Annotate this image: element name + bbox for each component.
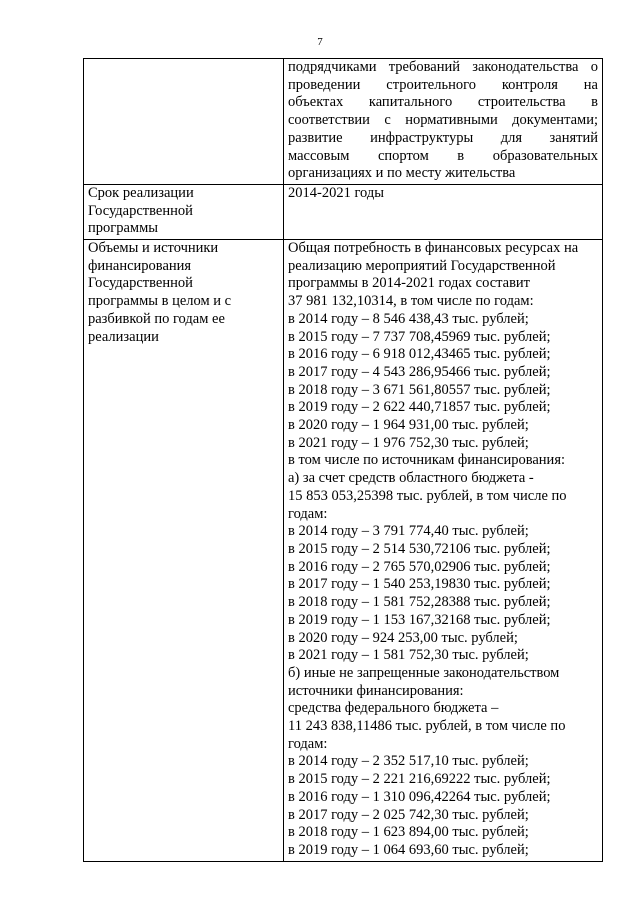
row-value-cell (284, 184, 603, 239)
row-value-line: в 2017 году – 1 540 253,19830 тыс. рублей; (288, 576, 551, 593)
row-label-cell (84, 184, 284, 239)
row-value-line: массовым спортом в образовательных (288, 147, 598, 164)
row-value-line: в 2015 году – 2 221 216,69222 тыс. рублей; (288, 771, 551, 788)
row-label-cell (84, 240, 284, 862)
row-value-cell (284, 240, 603, 862)
row-value-line: в 2020 году – 1 964 931,00 тыс. рублей; (288, 417, 529, 434)
row-value-line: в 2019 году – 2 622 440,71857 тыс. рублей; (288, 399, 551, 416)
row-value-line: подрядчиками требований законодательства о (288, 59, 598, 75)
row-label-line: разбивкой по годам ее (88, 310, 225, 327)
row-value-line: 15 853 053,25398 тыс. рублей, в том числе по (288, 487, 567, 504)
row-value-line: в 2015 году – 2 514 530,72106 тыс. рублей; (288, 540, 551, 557)
row-value-line: в 2017 году – 4 543 286,95466 тыс. рублей; (288, 363, 551, 380)
row-value-line: в 2020 году – 924 253,00 тыс. рублей; (288, 629, 518, 646)
table-row (84, 240, 603, 862)
row-value-line: в 2019 году – 1 064 693,60 тыс. рублей; (288, 841, 529, 858)
row-label-line: Государственной (88, 275, 193, 292)
row-label-line: реализации (88, 328, 159, 345)
row-label-line: Срок реализации (88, 184, 194, 201)
row-value-line: б) иные не запрещенные законодательством (288, 664, 560, 681)
row-value-line: организациях и по месту жительства (288, 165, 516, 182)
row-value-line: в 2014 году – 2 352 517,10 тыс. рублей; (288, 753, 529, 770)
row-value-line: программы в 2014-2021 годах составит (288, 275, 531, 292)
row-label-line: Объемы и источники (88, 240, 219, 257)
row-value-line: Общая потребность в финансовых ресурсах на (288, 240, 579, 257)
row-value-line: а) за счет средств областного бюджета - (288, 470, 534, 487)
row-value-line: развитие инфраструктуры для занятий (288, 129, 598, 146)
row-value-line: проведении строительного контроля на (288, 76, 598, 93)
row-value-line: реализацию мероприятий Государственной (288, 257, 556, 274)
row-value-line: в 2016 году – 1 310 096,42264 тыс. рублей; (288, 788, 551, 805)
row-value-line: в 2021 году – 1 581 752,30 тыс. рублей; (288, 647, 529, 664)
row-value-line: источники финансирования: (288, 682, 464, 699)
row-value-line: в 2018 году – 1 581 752,28388 тыс. рублей; (288, 594, 551, 611)
row-value-line: 11 243 838,11486 тыс. рублей, в том числе по (288, 718, 566, 735)
row-value-line: соответствии с нормативными документами; (288, 112, 598, 129)
row-value-line: годам: (288, 735, 328, 752)
row-value-line: в 2019 году – 1 153 167,32168 тыс. рублей; (288, 611, 551, 628)
row-value-cell (284, 59, 603, 185)
row-label-cell (84, 59, 284, 185)
row-label-line: Государственной (88, 202, 193, 219)
row-label-line: программы (88, 220, 158, 237)
row-value-line: средства федерального бюджета – (288, 700, 499, 717)
table-row (84, 59, 603, 185)
passport-table (83, 58, 603, 862)
row-value-line: в 2014 году – 8 546 438,43 тыс. рублей; (288, 310, 529, 327)
row-value-line: в 2018 году – 3 671 561,80557 тыс. рублей; (288, 381, 551, 398)
row-value-line: в том числе по источникам финансирования: (288, 452, 566, 469)
row-value-line: в 2016 году – 2 765 570,02906 тыс. рублей; (288, 558, 551, 575)
page-number: 7 (317, 36, 323, 48)
row-value-line: годам: (288, 505, 328, 522)
row-label-line: финансирования (88, 257, 192, 274)
row-value-line: 37 981 132,10314, в том числе по годам: (288, 293, 534, 310)
row-value-line: в 2016 году – 6 918 012,43465 тыс. рублей; (288, 346, 551, 363)
row-value-line: в 2017 году – 2 025 742,30 тыс. рублей; (288, 806, 529, 823)
row-value-line: 2014-2021 годы (288, 184, 384, 201)
row-value-line: в 2014 году – 3 791 774,40 тыс. рублей; (288, 523, 529, 540)
row-label-line: программы в целом и с (88, 293, 232, 310)
table-row (84, 184, 603, 239)
row-value-line: объектах капитального строительства в (288, 94, 598, 111)
passport-table-body (84, 59, 603, 862)
row-value-line: в 2021 году – 1 976 752,30 тыс. рублей; (288, 434, 529, 451)
row-value-line: в 2018 году – 1 623 894,00 тыс. рублей; (288, 824, 529, 841)
row-value-line: в 2015 году – 7 737 708,45969 тыс. рублей; (288, 328, 551, 345)
